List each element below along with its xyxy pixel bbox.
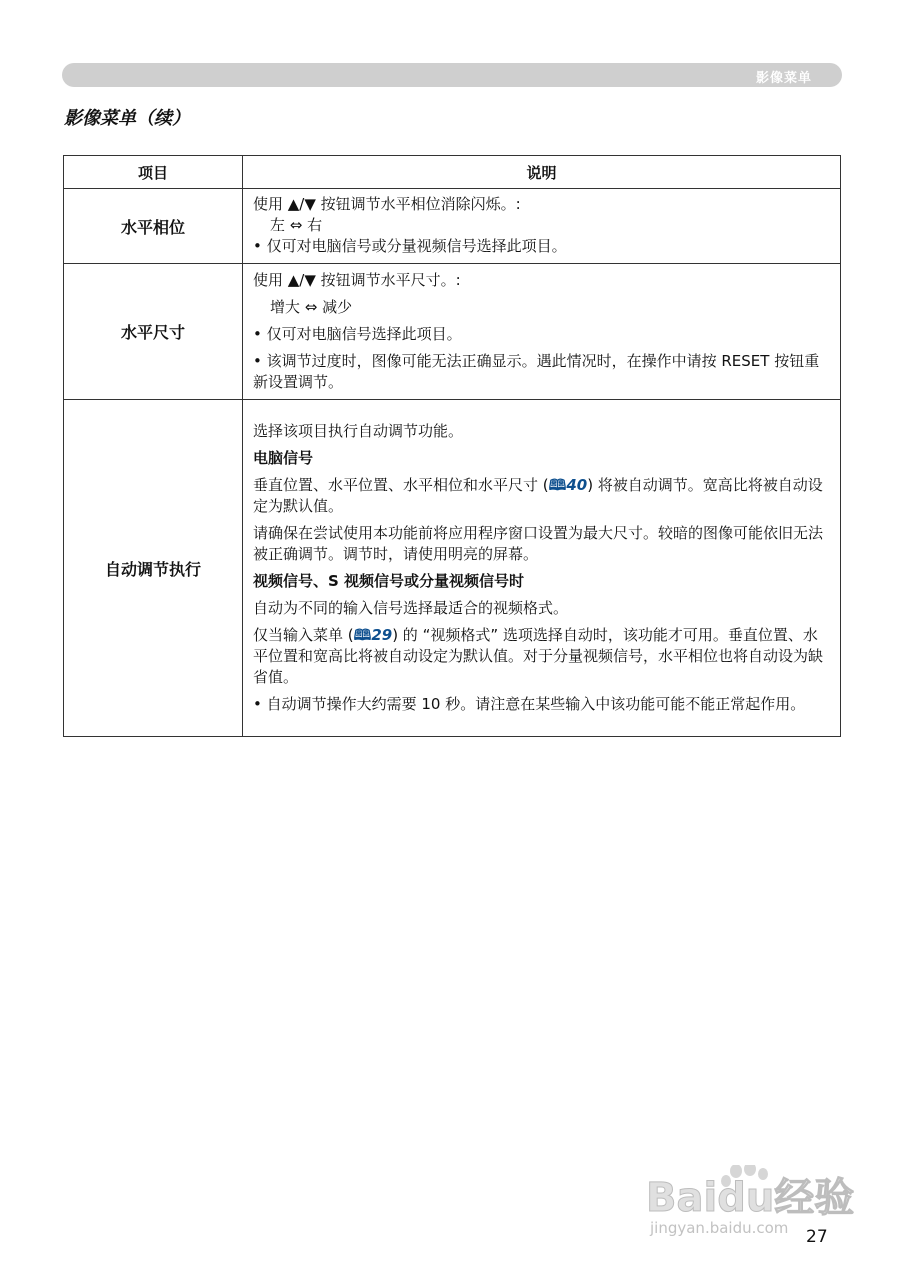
table-header-row (64, 156, 841, 189)
item-auto-adjust: 自动调节执行 (64, 400, 243, 737)
column-header-item: 项目 (64, 156, 243, 189)
header-bar (62, 63, 842, 87)
adjust-range: 增大 ⇔ 减少 (270, 297, 353, 316)
text-segment: ) 将被自动调节。宽高比将被自动设定为默认值。 (253, 475, 823, 515)
text-segment: 仅当输入菜单 ( (253, 625, 354, 644)
description-line: 使用 ▲/▼ 按钮调节水平尺寸。: (253, 270, 461, 289)
note-line: • 该调节过度时，图像可能无法正确显示。遇此情况时，在操作中请按 RESET 按钮重新设置调节。 (253, 351, 820, 391)
note-line: • 仅可对电脑信号或分量视频信号选择此项目。 (253, 237, 567, 255)
note-line: • 自动调节操作大约需要 10 秒。请注意在某些输入中该功能可能不能正常起作用。 (253, 694, 806, 713)
page-reference-number: 29 (371, 625, 393, 644)
item-h-size: 水平尺寸 (64, 264, 243, 400)
page-reference-number: 40 (566, 475, 588, 494)
subheading-pc-signal: 电脑信号 (253, 448, 314, 467)
watermark-text: Baidu经验 (646, 1175, 854, 1221)
column-header-description: 说明 (243, 156, 841, 189)
description-line (253, 475, 831, 517)
description-h-size (243, 264, 841, 400)
subheading-video-signal: 视频信号、S 视频信号或分量视频信号时 (253, 571, 525, 590)
watermark-url: jingyan.baidu.com (650, 1219, 789, 1237)
page-title: 影像菜单（续） (64, 108, 190, 129)
settings-table (63, 155, 841, 737)
table-row (64, 189, 841, 264)
description-line: 选择该项目执行自动调节功能。 (253, 421, 464, 440)
description-h-phase (243, 189, 841, 264)
book-icon: 🕮 (353, 625, 372, 644)
book-icon: 🕮 (548, 475, 567, 494)
table-row (64, 400, 841, 737)
item-h-phase: 水平相位 (64, 189, 243, 264)
description-line: 使用 ▲/▼ 按钮调节水平相位消除闪烁。: (253, 195, 521, 213)
text-segment: 垂直位置、水平位置、水平相位和水平尺寸 ( (253, 475, 549, 494)
note-line: • 仅可对电脑信号选择此项目。 (253, 324, 462, 343)
adjust-range: 左 ⇔ 右 (270, 216, 323, 234)
description-line (253, 625, 831, 688)
description-auto-adjust (243, 400, 841, 737)
table-row (64, 264, 841, 400)
description-line: 自动为不同的输入信号选择最适合的视频格式。 (253, 598, 569, 617)
page-number: 27 (806, 1227, 828, 1247)
page-reference-link[interactable] (549, 476, 588, 494)
section-label: 影像菜单 (755, 71, 812, 86)
page-reference-link[interactable] (354, 626, 393, 644)
text-segment: ) 的 “视频格式” 选项选择自动时，该功能才可用。垂直位置、水平位置和宽高比将被自动设定为默认值。对于分量视频信号，水平相位也将自动设为缺省值。 (253, 625, 824, 686)
description-line: 请确保在尝试使用本功能前将应用程序窗口设置为最大尺寸。较暗的图像可能依旧无法被正确调节。调节时，请使用明亮的屏幕。 (253, 523, 824, 563)
